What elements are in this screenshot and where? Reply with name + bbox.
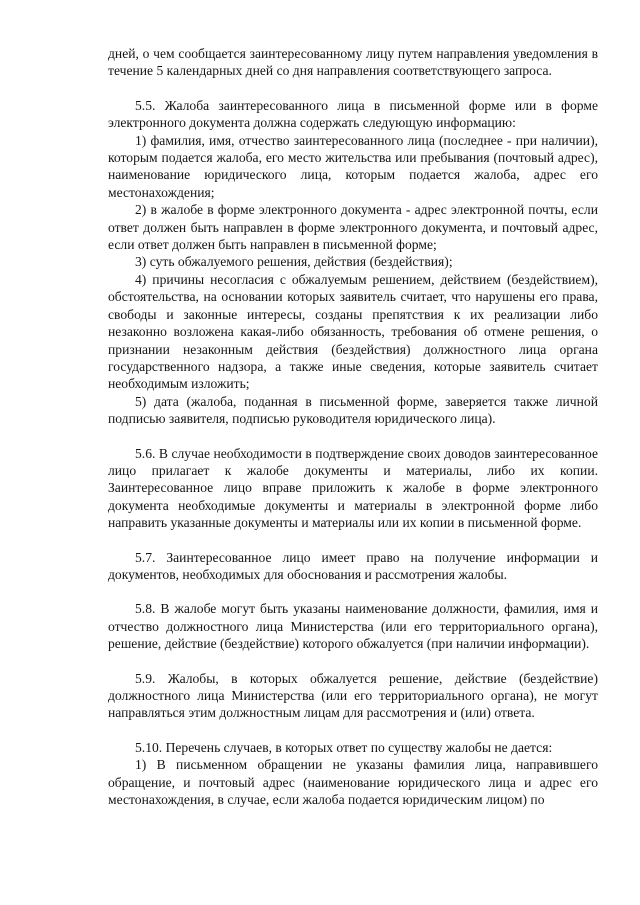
section-5-5-item-1: 1) фамилия, имя, отчество заинтересованного лица (последнее - при наличии), которым подается жалоба, его место жительства или пребывания (почтовый адрес), наименование юридического лица, которым подается жалоба, адрес его местонахождения; <box>108 132 598 200</box>
section-5-5 <box>108 97 598 428</box>
section-5-5-item-4: 4) причины несогласия с обжалуемым решением, действием (бездействием), обстоятельства, на основании которых заявитель считает, что нарушены его права, свободы и законные интересы, созданы препятствия к их реализации либо незаконно возложена какая-либо обязанность, требования об отмене решения, о признании незаконным действия (бездействия) должностного лица органа государственного надзора, а также иные сведения, которые заявитель считает необходимым изложить; <box>108 271 598 392</box>
section-5-10-heading: 5.10. Перечень случаев, в которых ответ по существу жалобы не дается: <box>135 739 553 755</box>
section-5-8: 5.8. В жалобе могут быть указаны наименование должности, фамилия, имя и отчество должностного лица Министерства (или его территориального органа), решение, действие (бездействие) которого обжалуется (при наличии информации). <box>108 601 598 652</box>
continuation-paragraph: дней, о чем сообщается заинтересованному лицу путем направления уведомления в течение 5 календарных дней со дня направления соответствующего запроса. <box>108 46 598 79</box>
section-5-9: 5.9. Жалобы, в которых обжалуется решение, действие (бездействие) должностного лица Министерства (или его территориального органа), не могут направляться этим должностным лицам для рассмотрения и (или) ответа. <box>108 670 598 721</box>
section-5-7: 5.7. Заинтересованное лицо имеет право на получение информации и документов, необходимых для обоснования и рассмотрения жалобы. <box>108 549 598 582</box>
section-5-6: 5.6. В случае необходимости в подтверждение своих доводов заинтересованное лицо прилагает к жалобе документы и материалы, либо их копии. Заинтересованное лицо вправе приложить к жалобе в форме электронного документа необходимые документы и материалы в электронной форме либо направить указанные документы и материалы или их копии в письменной форме. <box>108 445 598 531</box>
document-page <box>108 45 598 808</box>
section-5-5-heading: 5.5. Жалоба заинтересованного лица в письменной форме или в форме электронного документа должна содержать следующую информацию: <box>108 97 598 131</box>
section-5-5-item-3: 3) суть обжалуемого решения, действия (бездействия); <box>135 254 453 270</box>
section-5-5-item-5: 5) дата (жалоба, поданная в письменной форме, заверяется также личной подписью заявителя, подписью руководителя юридического лица). <box>108 393 598 427</box>
section-5-10 <box>108 739 598 809</box>
section-5-10-item-1: 1) В письменном обращении не указаны фамилия лица, направившего обращение, и почтовый адрес (наименование юридического лица и адрес его местонахождения, в случае, если жалоба подается юридическим лицом) по <box>108 757 598 808</box>
section-5-5-item-2: 2) в жалобе в форме электронного документа - адрес электронной почты, если ответ должен быть направлен в форме электронного документа, и почтовый адрес, если ответ должен быть направлен в письменной форме; <box>108 202 598 253</box>
